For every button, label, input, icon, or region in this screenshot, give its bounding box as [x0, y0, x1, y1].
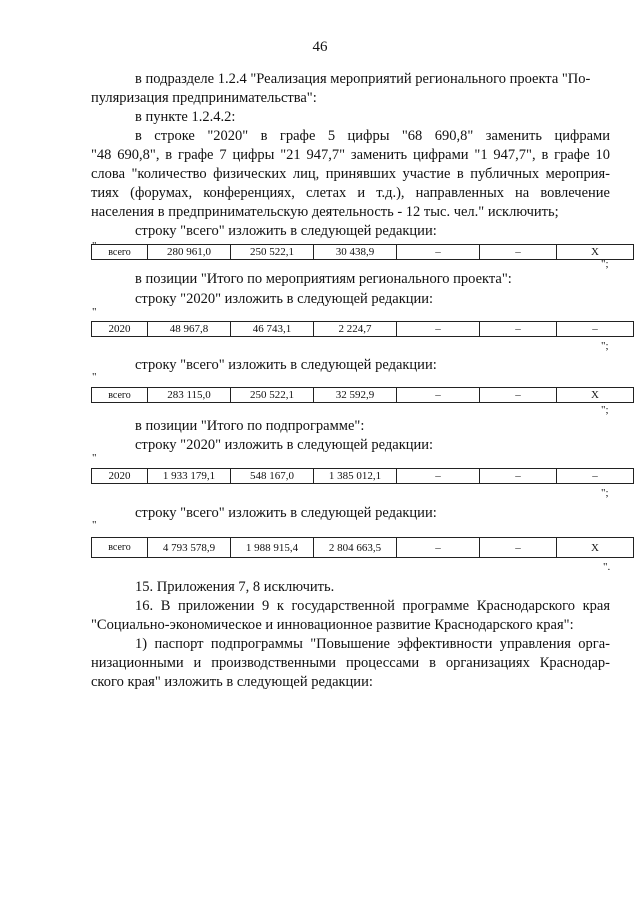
table-cell: –: [480, 388, 557, 403]
table-cell: –: [557, 469, 634, 484]
table-cell: –: [397, 388, 480, 403]
text-line: тиях (форумах, конференциях, слетах и т.д.), направленных на вовлечение: [91, 185, 610, 201]
text-line: "Социально-экономическое и инновационное развитие Краснодарского края":: [91, 617, 574, 633]
page-number: 46: [312, 39, 328, 55]
quote-open: ": [92, 519, 97, 531]
table-cell: X: [557, 245, 634, 260]
table-cell: X: [557, 538, 634, 558]
table-cell: –: [397, 469, 480, 484]
text-line: в строке "2020" в графе 5 цифры "68 690,8" заменить цифрами: [135, 128, 610, 144]
text-line: строку "2020" изложить в следующей редакции:: [135, 291, 434, 307]
text-line: населения в предпринимательскую деятельность - 12 тыс. чел." исключить;: [91, 204, 559, 220]
table-cell: –: [480, 322, 557, 337]
quote-open: ": [92, 240, 97, 252]
text-line: низационными и производственными процессами в организациях Краснодар-: [91, 655, 610, 671]
table-cell: –: [480, 245, 557, 260]
table-cell: 30 438,9: [314, 245, 397, 260]
table-cell: X: [557, 388, 634, 403]
table-cell: 1 385 012,1: [314, 469, 397, 484]
table-cell: 1 933 179,1: [148, 469, 231, 484]
text-line: пуляризация предпринимательства":: [91, 90, 317, 106]
table-row-2020-1: [91, 321, 634, 337]
table-row-2020-2: [91, 468, 634, 484]
table-cell: всего: [92, 538, 148, 558]
text-line: в пункте 1.2.4.2:: [135, 109, 236, 125]
text-line: слова "количество физических лиц, принявших участие в публичных мероприя-: [91, 166, 610, 182]
table-cell: 32 592,9: [314, 388, 397, 403]
table-cell: –: [397, 245, 480, 260]
table-cell: 280 961,0: [148, 245, 231, 260]
table-cell: 46 743,1: [231, 322, 314, 337]
table-cell: 48 967,8: [148, 322, 231, 337]
text-line: ского края" изложить в следующей редакции:: [91, 674, 373, 690]
quote-open: ": [92, 371, 97, 383]
table-cell: 2 224,7: [314, 322, 397, 337]
text-line: строку "всего" изложить в следующей редакции:: [135, 223, 437, 239]
table-row-total-3: [91, 537, 634, 558]
text-line: строку "всего" изложить в следующей редакции:: [135, 357, 437, 373]
quote-close: ";: [601, 404, 609, 416]
table-cell: –: [480, 469, 557, 484]
text-line: в позиции "Итого по подпрограмме":: [135, 418, 365, 434]
table-cell: 250 522,1: [231, 388, 314, 403]
table-cell: –: [480, 538, 557, 558]
table-cell: 283 115,0: [148, 388, 231, 403]
quote-open: ": [92, 452, 97, 464]
text-line: 1) паспорт подпрограммы "Повышение эффективности управления орга-: [135, 636, 610, 652]
table-cell: 2020: [92, 469, 148, 484]
quote-close: ";: [601, 258, 609, 270]
quote-close: ";: [601, 487, 609, 499]
text-line: "48 690,8", в графе 7 цифры "21 947,7" заменить цифрами "1 947,7", в графе 10: [91, 147, 610, 163]
table-row-total-2: [91, 387, 634, 403]
table-cell: 4 793 578,9: [148, 538, 231, 558]
table-cell: 548 167,0: [231, 469, 314, 484]
text-line: 16. В приложении 9 к государственной программе Краснодарского края: [135, 598, 610, 614]
table-cell: 250 522,1: [231, 245, 314, 260]
text-line: 15. Приложения 7, 8 исключить.: [135, 579, 335, 595]
quote-close: ";: [601, 340, 609, 352]
text-line: в подразделе 1.2.4 "Реализация мероприятий регионального проекта "По-: [135, 71, 591, 87]
table-cell: всего: [92, 388, 148, 403]
table-cell: 1 988 915,4: [231, 538, 314, 558]
table-cell: –: [557, 322, 634, 337]
quote-close: ".: [603, 561, 611, 573]
text-line: строку "2020" изложить в следующей редакции:: [135, 437, 434, 453]
table-cell: –: [397, 322, 480, 337]
table-cell: –: [397, 538, 480, 558]
table-cell: 2 804 663,5: [314, 538, 397, 558]
table-cell: 2020: [92, 322, 148, 337]
table-cell: всего: [92, 245, 148, 260]
text-line: строку "всего" изложить в следующей редакции:: [135, 505, 437, 521]
quote-open: ": [92, 306, 97, 318]
text-line: в позиции "Итого по мероприятиям регионального проекта":: [135, 271, 512, 287]
table-row-total-1: [91, 244, 634, 260]
